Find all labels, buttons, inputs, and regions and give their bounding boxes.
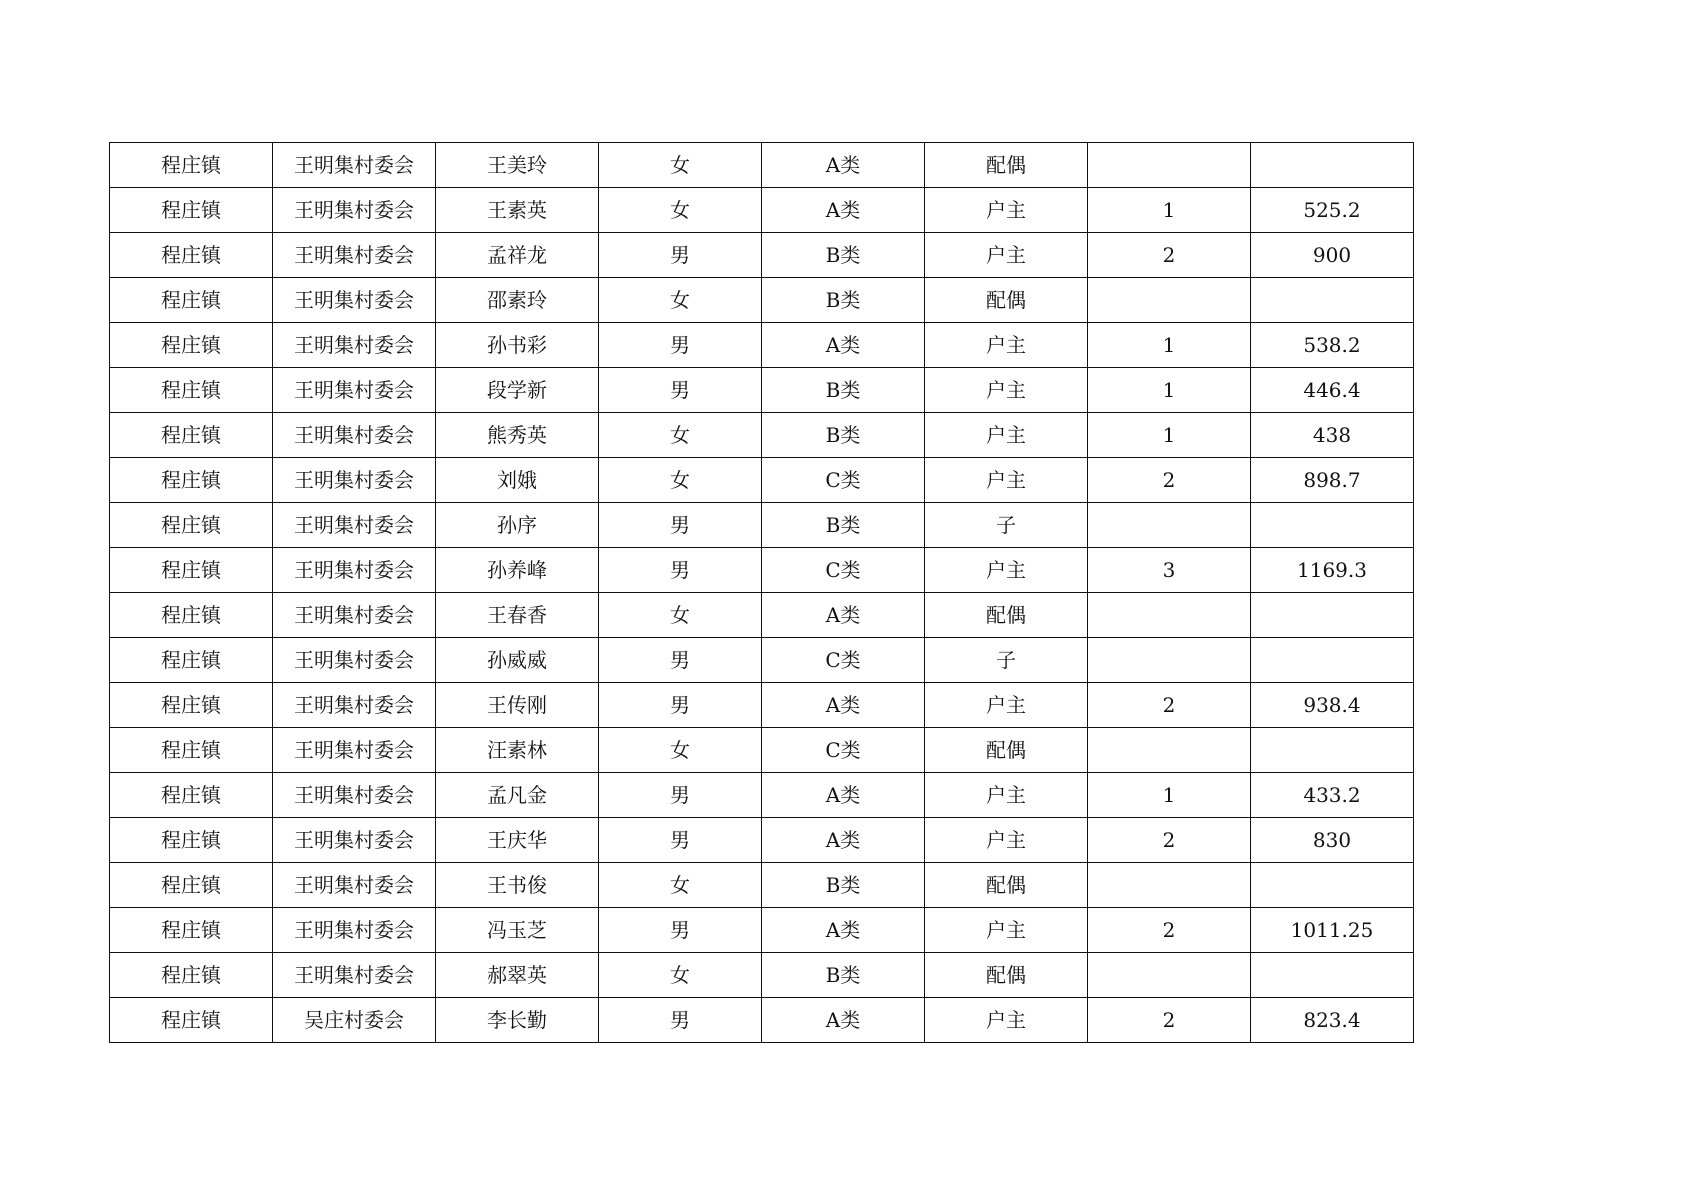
cell-category: A类 bbox=[762, 818, 925, 863]
cell-relation: 子 bbox=[925, 503, 1088, 548]
cell-village-committee: 王明集村委会 bbox=[273, 188, 436, 233]
cell-category: B类 bbox=[762, 233, 925, 278]
cell-town: 程庄镇 bbox=[110, 233, 273, 278]
table-row bbox=[110, 368, 1414, 413]
cell-amount bbox=[1251, 728, 1414, 773]
cell-gender: 男 bbox=[599, 503, 762, 548]
table-row bbox=[110, 548, 1414, 593]
table-row bbox=[110, 683, 1414, 728]
cell-amount: 900 bbox=[1251, 233, 1414, 278]
cell-village-committee: 王明集村委会 bbox=[273, 458, 436, 503]
cell-category: A类 bbox=[762, 593, 925, 638]
table-row bbox=[110, 323, 1414, 368]
cell-household-size: 1 bbox=[1088, 368, 1251, 413]
cell-gender: 女 bbox=[599, 863, 762, 908]
cell-village-committee: 王明集村委会 bbox=[273, 863, 436, 908]
cell-amount: 1011.25 bbox=[1251, 908, 1414, 953]
cell-amount: 823.4 bbox=[1251, 998, 1414, 1043]
cell-town: 程庄镇 bbox=[110, 998, 273, 1043]
table-row bbox=[110, 278, 1414, 323]
cell-relation: 户主 bbox=[925, 323, 1088, 368]
cell-gender: 男 bbox=[599, 323, 762, 368]
table-row bbox=[110, 458, 1414, 503]
cell-town: 程庄镇 bbox=[110, 908, 273, 953]
cell-name: 王庆华 bbox=[436, 818, 599, 863]
cell-relation: 户主 bbox=[925, 998, 1088, 1043]
cell-category: A类 bbox=[762, 908, 925, 953]
cell-gender: 女 bbox=[599, 728, 762, 773]
cell-name: 段学新 bbox=[436, 368, 599, 413]
cell-village-committee: 王明集村委会 bbox=[273, 953, 436, 998]
cell-category: A类 bbox=[762, 773, 925, 818]
cell-name: 王传刚 bbox=[436, 683, 599, 728]
cell-category: A类 bbox=[762, 323, 925, 368]
cell-gender: 女 bbox=[599, 953, 762, 998]
cell-relation: 子 bbox=[925, 638, 1088, 683]
cell-town: 程庄镇 bbox=[110, 818, 273, 863]
cell-household-size: 2 bbox=[1088, 233, 1251, 278]
cell-category: C类 bbox=[762, 728, 925, 773]
cell-name: 王美玲 bbox=[436, 143, 599, 188]
cell-name: 邵素玲 bbox=[436, 278, 599, 323]
cell-town: 程庄镇 bbox=[110, 638, 273, 683]
cell-amount bbox=[1251, 863, 1414, 908]
cell-relation: 配偶 bbox=[925, 863, 1088, 908]
cell-household-size: 1 bbox=[1088, 773, 1251, 818]
cell-category: C类 bbox=[762, 458, 925, 503]
cell-relation: 户主 bbox=[925, 458, 1088, 503]
cell-household-size bbox=[1088, 593, 1251, 638]
cell-amount: 1169.3 bbox=[1251, 548, 1414, 593]
cell-household-size bbox=[1088, 863, 1251, 908]
cell-category: B类 bbox=[762, 953, 925, 998]
cell-town: 程庄镇 bbox=[110, 593, 273, 638]
cell-relation: 配偶 bbox=[925, 593, 1088, 638]
cell-household-size: 2 bbox=[1088, 908, 1251, 953]
cell-gender: 男 bbox=[599, 638, 762, 683]
cell-amount: 538.2 bbox=[1251, 323, 1414, 368]
cell-relation: 户主 bbox=[925, 818, 1088, 863]
cell-town: 程庄镇 bbox=[110, 503, 273, 548]
cell-category: B类 bbox=[762, 503, 925, 548]
cell-name: 孟凡金 bbox=[436, 773, 599, 818]
cell-village-committee: 王明集村委会 bbox=[273, 503, 436, 548]
cell-relation: 户主 bbox=[925, 548, 1088, 593]
cell-gender: 男 bbox=[599, 908, 762, 953]
table-row bbox=[110, 998, 1414, 1043]
table-row bbox=[110, 863, 1414, 908]
cell-amount bbox=[1251, 953, 1414, 998]
cell-amount: 525.2 bbox=[1251, 188, 1414, 233]
cell-town: 程庄镇 bbox=[110, 728, 273, 773]
cell-relation: 配偶 bbox=[925, 143, 1088, 188]
cell-category: A类 bbox=[762, 683, 925, 728]
cell-village-committee: 王明集村委会 bbox=[273, 728, 436, 773]
cell-relation: 户主 bbox=[925, 908, 1088, 953]
cell-relation: 户主 bbox=[925, 683, 1088, 728]
cell-gender: 男 bbox=[599, 233, 762, 278]
cell-gender: 女 bbox=[599, 593, 762, 638]
cell-household-size bbox=[1088, 503, 1251, 548]
cell-gender: 女 bbox=[599, 188, 762, 233]
cell-village-committee: 王明集村委会 bbox=[273, 593, 436, 638]
cell-amount: 438 bbox=[1251, 413, 1414, 458]
cell-gender: 男 bbox=[599, 683, 762, 728]
table-row bbox=[110, 593, 1414, 638]
cell-name: 王春香 bbox=[436, 593, 599, 638]
cell-name: 熊秀英 bbox=[436, 413, 599, 458]
cell-town: 程庄镇 bbox=[110, 863, 273, 908]
cell-town: 程庄镇 bbox=[110, 368, 273, 413]
cell-relation: 户主 bbox=[925, 368, 1088, 413]
cell-village-committee: 王明集村委会 bbox=[273, 548, 436, 593]
cell-relation: 配偶 bbox=[925, 278, 1088, 323]
cell-town: 程庄镇 bbox=[110, 458, 273, 503]
cell-amount: 938.4 bbox=[1251, 683, 1414, 728]
cell-household-size: 1 bbox=[1088, 188, 1251, 233]
cell-amount bbox=[1251, 143, 1414, 188]
cell-village-committee: 王明集村委会 bbox=[273, 773, 436, 818]
cell-amount: 446.4 bbox=[1251, 368, 1414, 413]
cell-gender: 男 bbox=[599, 998, 762, 1043]
cell-name: 孙养峰 bbox=[436, 548, 599, 593]
cell-amount: 898.7 bbox=[1251, 458, 1414, 503]
cell-name: 李长勤 bbox=[436, 998, 599, 1043]
cell-name: 郝翠英 bbox=[436, 953, 599, 998]
table-row bbox=[110, 233, 1414, 278]
cell-name: 王书俊 bbox=[436, 863, 599, 908]
table-row bbox=[110, 953, 1414, 998]
table-body bbox=[110, 143, 1414, 1043]
cell-gender: 女 bbox=[599, 143, 762, 188]
cell-village-committee: 王明集村委会 bbox=[273, 683, 436, 728]
cell-category: B类 bbox=[762, 368, 925, 413]
cell-name: 王素英 bbox=[436, 188, 599, 233]
cell-category: A类 bbox=[762, 188, 925, 233]
cell-relation: 户主 bbox=[925, 233, 1088, 278]
cell-category: B类 bbox=[762, 863, 925, 908]
cell-household-size: 2 bbox=[1088, 458, 1251, 503]
table-row bbox=[110, 728, 1414, 773]
cell-category: C类 bbox=[762, 548, 925, 593]
cell-village-committee: 王明集村委会 bbox=[273, 323, 436, 368]
cell-household-size bbox=[1088, 953, 1251, 998]
cell-amount: 830 bbox=[1251, 818, 1414, 863]
cell-household-size bbox=[1088, 728, 1251, 773]
cell-town: 程庄镇 bbox=[110, 773, 273, 818]
cell-household-size bbox=[1088, 143, 1251, 188]
cell-relation: 户主 bbox=[925, 413, 1088, 458]
cell-village-committee: 王明集村委会 bbox=[273, 233, 436, 278]
cell-gender: 男 bbox=[599, 818, 762, 863]
cell-name: 孟祥龙 bbox=[436, 233, 599, 278]
cell-relation: 配偶 bbox=[925, 953, 1088, 998]
cell-household-size bbox=[1088, 638, 1251, 683]
cell-name: 孙书彩 bbox=[436, 323, 599, 368]
cell-household-size: 1 bbox=[1088, 413, 1251, 458]
cell-village-committee: 王明集村委会 bbox=[273, 818, 436, 863]
cell-relation: 户主 bbox=[925, 188, 1088, 233]
cell-category: B类 bbox=[762, 278, 925, 323]
cell-name: 孙威威 bbox=[436, 638, 599, 683]
data-table bbox=[109, 142, 1414, 1043]
cell-category: B类 bbox=[762, 413, 925, 458]
cell-household-size: 3 bbox=[1088, 548, 1251, 593]
cell-town: 程庄镇 bbox=[110, 548, 273, 593]
cell-town: 程庄镇 bbox=[110, 683, 273, 728]
table-row bbox=[110, 503, 1414, 548]
table-row bbox=[110, 638, 1414, 683]
cell-village-committee: 吴庄村委会 bbox=[273, 998, 436, 1043]
cell-gender: 男 bbox=[599, 548, 762, 593]
cell-relation: 户主 bbox=[925, 773, 1088, 818]
cell-gender: 男 bbox=[599, 773, 762, 818]
cell-category: A类 bbox=[762, 143, 925, 188]
cell-town: 程庄镇 bbox=[110, 323, 273, 368]
cell-village-committee: 王明集村委会 bbox=[273, 413, 436, 458]
cell-name: 汪素林 bbox=[436, 728, 599, 773]
cell-town: 程庄镇 bbox=[110, 143, 273, 188]
cell-relation: 配偶 bbox=[925, 728, 1088, 773]
table-row bbox=[110, 413, 1414, 458]
cell-town: 程庄镇 bbox=[110, 413, 273, 458]
cell-gender: 女 bbox=[599, 278, 762, 323]
cell-town: 程庄镇 bbox=[110, 278, 273, 323]
table-row bbox=[110, 188, 1414, 233]
cell-name: 刘娥 bbox=[436, 458, 599, 503]
cell-amount bbox=[1251, 503, 1414, 548]
table-row bbox=[110, 908, 1414, 953]
cell-category: C类 bbox=[762, 638, 925, 683]
cell-household-size: 1 bbox=[1088, 323, 1251, 368]
cell-gender: 女 bbox=[599, 458, 762, 503]
cell-gender: 男 bbox=[599, 368, 762, 413]
cell-amount bbox=[1251, 593, 1414, 638]
table-row bbox=[110, 773, 1414, 818]
cell-gender: 女 bbox=[599, 413, 762, 458]
cell-household-size: 2 bbox=[1088, 818, 1251, 863]
cell-name: 冯玉芝 bbox=[436, 908, 599, 953]
cell-town: 程庄镇 bbox=[110, 188, 273, 233]
cell-village-committee: 王明集村委会 bbox=[273, 278, 436, 323]
cell-household-size: 2 bbox=[1088, 998, 1251, 1043]
cell-village-committee: 王明集村委会 bbox=[273, 638, 436, 683]
cell-village-committee: 王明集村委会 bbox=[273, 908, 436, 953]
cell-village-committee: 王明集村委会 bbox=[273, 368, 436, 413]
cell-amount bbox=[1251, 278, 1414, 323]
cell-household-size: 2 bbox=[1088, 683, 1251, 728]
cell-town: 程庄镇 bbox=[110, 953, 273, 998]
cell-category: A类 bbox=[762, 998, 925, 1043]
cell-name: 孙序 bbox=[436, 503, 599, 548]
table-row bbox=[110, 143, 1414, 188]
cell-amount: 433.2 bbox=[1251, 773, 1414, 818]
cell-village-committee: 王明集村委会 bbox=[273, 143, 436, 188]
table-row bbox=[110, 818, 1414, 863]
cell-household-size bbox=[1088, 278, 1251, 323]
cell-amount bbox=[1251, 638, 1414, 683]
